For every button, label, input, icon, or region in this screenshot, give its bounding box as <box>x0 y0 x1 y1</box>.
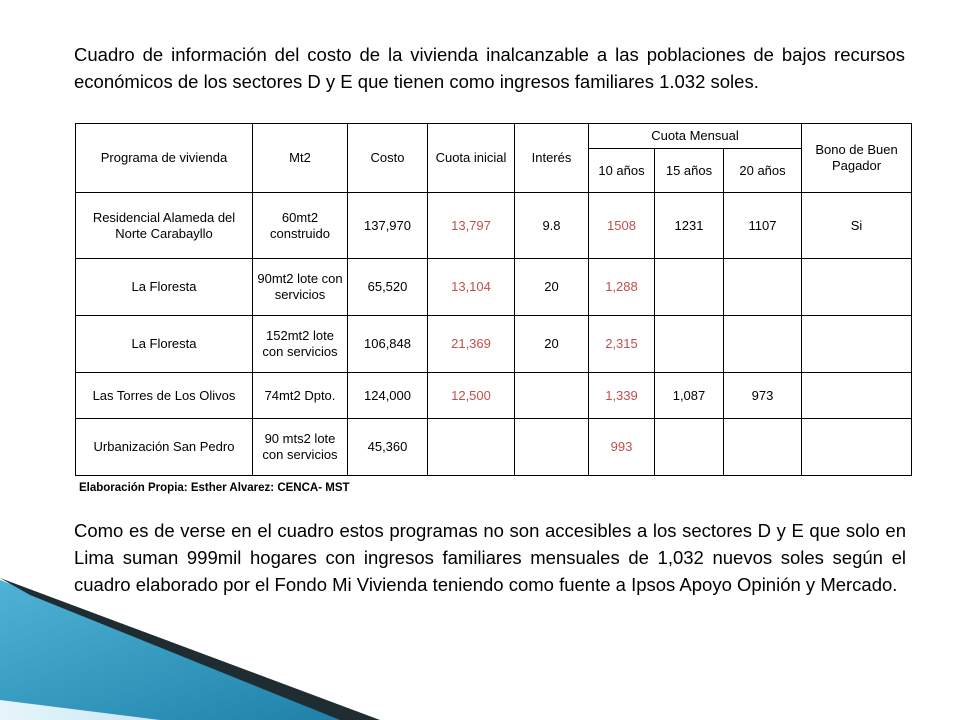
cell-cuota-inicial: 13,797 <box>428 193 515 259</box>
header-programa: Programa de vivienda <box>76 124 253 193</box>
cell-cuota-inicial: 21,369 <box>428 316 515 373</box>
cell-bono <box>802 316 912 373</box>
cell-mt2: 74mt2 Dpto. <box>253 373 348 419</box>
cell-costo: 124,000 <box>348 373 428 419</box>
cell-20-anos <box>724 259 802 316</box>
cell-bono <box>802 419 912 476</box>
table-row <box>76 259 912 316</box>
header-15-anos: 15 años <box>655 149 724 193</box>
table-header-row <box>76 124 912 149</box>
cell-costo: 137,970 <box>348 193 428 259</box>
cell-programa: Urbanización San Pedro <box>76 419 253 476</box>
cell-costo: 65,520 <box>348 259 428 316</box>
cell-20-anos <box>724 316 802 373</box>
cell-bono <box>802 373 912 419</box>
header-costo: Costo <box>348 124 428 193</box>
cell-10-anos: 993 <box>589 419 655 476</box>
cell-10-anos: 2,315 <box>589 316 655 373</box>
cell-mt2: 90 mts2 lote con servicios <box>253 419 348 476</box>
housing-cost-table <box>75 123 912 476</box>
cell-20-anos: 1107 <box>724 193 802 259</box>
cell-mt2: 60mt2 construido <box>253 193 348 259</box>
cell-interes <box>515 373 589 419</box>
cell-mt2: 152mt2 lote con servicios <box>253 316 348 373</box>
cell-cuota-inicial: 12,500 <box>428 373 515 419</box>
cell-bono: Si <box>802 193 912 259</box>
cell-interes: 20 <box>515 259 589 316</box>
cell-bono <box>802 259 912 316</box>
table-row <box>76 193 912 259</box>
cell-10-anos: 1,339 <box>589 373 655 419</box>
cell-20-anos <box>724 419 802 476</box>
cell-15-anos <box>655 259 724 316</box>
cell-programa: Residencial Alameda del Norte Carabayllo <box>76 193 253 259</box>
cell-programa: Las Torres de Los Olivos <box>76 373 253 419</box>
cell-15-anos: 1,087 <box>655 373 724 419</box>
cell-mt2: 90mt2 lote con servicios <box>253 259 348 316</box>
header-cuota-inicial: Cuota inicial <box>428 124 515 193</box>
cell-costo: 45,360 <box>348 419 428 476</box>
cell-programa: La Floresta <box>76 316 253 373</box>
header-bono: Bono de Buen Pagador <box>802 124 912 193</box>
cell-costo: 106,848 <box>348 316 428 373</box>
cell-15-anos: 1231 <box>655 193 724 259</box>
header-interes: Interés <box>515 124 589 193</box>
cell-interes: 9.8 <box>515 193 589 259</box>
header-20-anos: 20 años <box>724 149 802 193</box>
table-row <box>76 419 912 476</box>
header-mt2: Mt2 <box>253 124 348 193</box>
cell-20-anos: 973 <box>724 373 802 419</box>
source-note: Elaboración Propia: Esther Alvarez: CENCA- MST <box>79 482 350 494</box>
header-cuota-mensual: Cuota Mensual <box>589 124 802 149</box>
cell-cuota-inicial <box>428 419 515 476</box>
header-10-anos: 10 años <box>589 149 655 193</box>
conclusion-paragraph: Como es de verse en el cuadro estos programas no son accesibles a los sectores D y E que solo en Lima suman 999mil hogares con ingresos familiares mensuales de 1,032 nuevos soles según el cuadro elaborado por el Fondo Mi Vivienda teniendo como fuente a Ipsos Apoyo Opinión y Mercado. <box>74 520 906 595</box>
cell-cuota-inicial: 13,104 <box>428 259 515 316</box>
table-row <box>76 373 912 419</box>
cell-interes <box>515 419 589 476</box>
cell-10-anos: 1,288 <box>589 259 655 316</box>
intro-paragraph: Cuadro de información del costo de la vivienda inalcanzable a las poblaciones de bajos recursos económicos de los sectores D y E que tienen como ingresos familiares 1.032 soles. <box>74 44 905 92</box>
table-row <box>76 316 912 373</box>
cell-programa: La Floresta <box>76 259 253 316</box>
cell-15-anos <box>655 316 724 373</box>
cell-interes: 20 <box>515 316 589 373</box>
cell-10-anos: 1508 <box>589 193 655 259</box>
cell-15-anos <box>655 419 724 476</box>
